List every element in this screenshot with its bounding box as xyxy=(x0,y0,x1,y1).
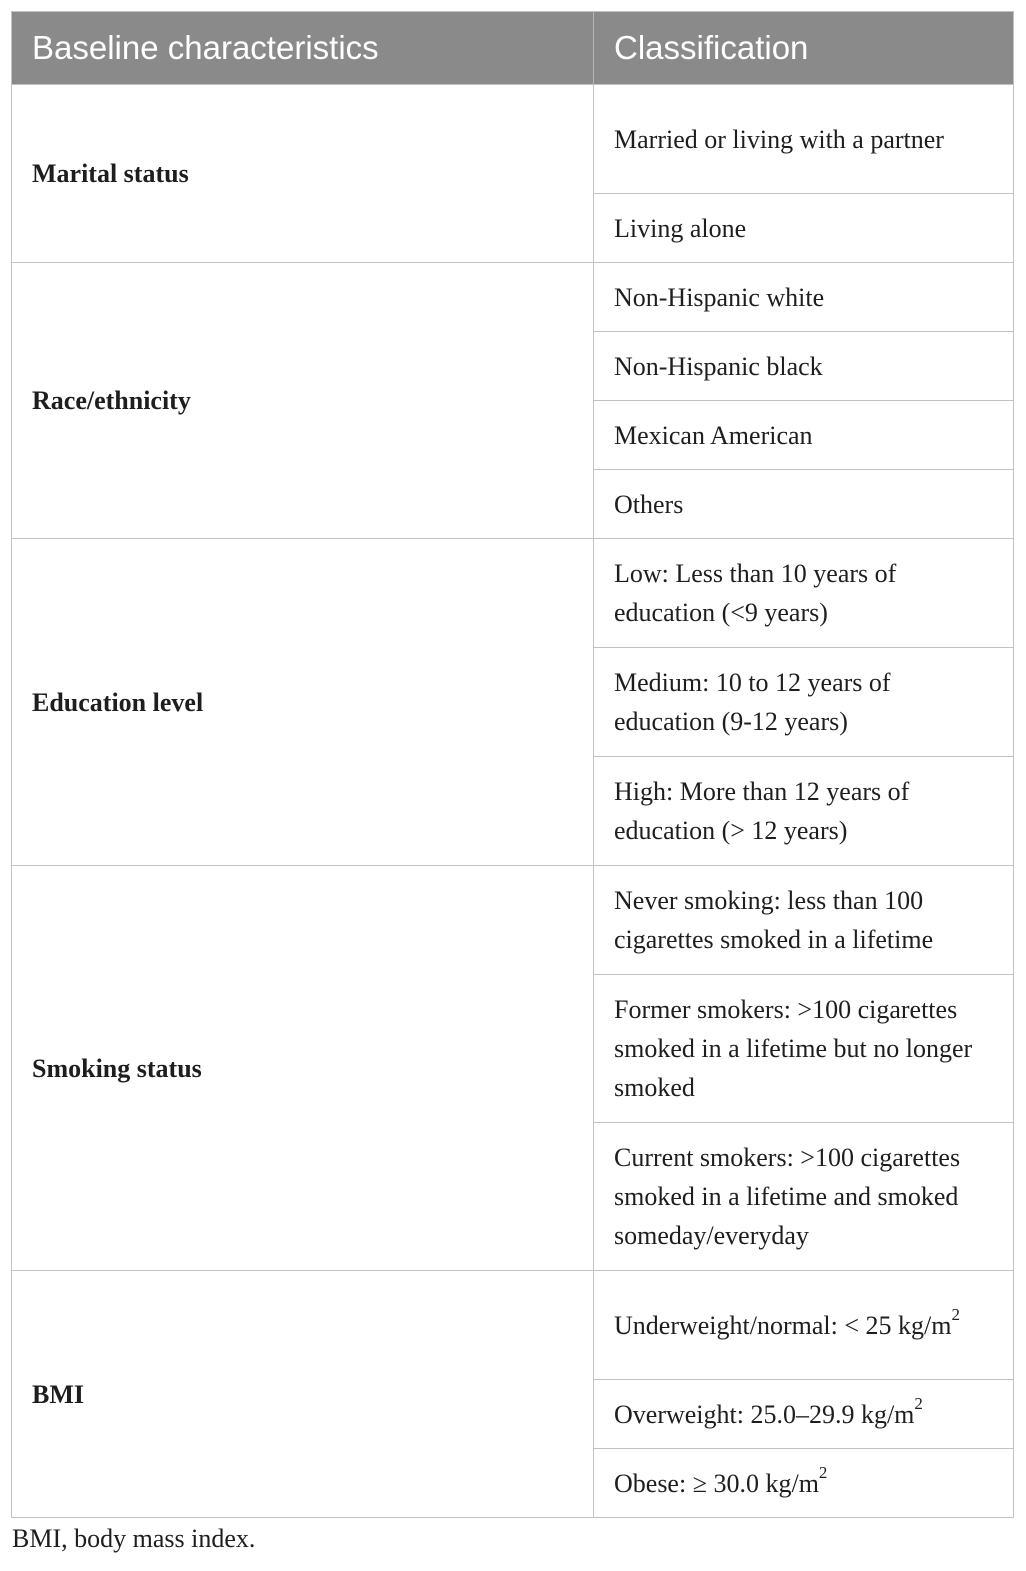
table-footnote: BMI, body mass index. xyxy=(12,1524,256,1553)
group-label-smoking-status: Smoking status xyxy=(12,866,594,1271)
table-row xyxy=(12,539,1014,648)
group-label-education-level: Education level xyxy=(12,539,594,866)
baseline-characteristics-table xyxy=(11,11,1014,1518)
superscript-2: 2 xyxy=(951,1304,960,1324)
classification-cell xyxy=(594,1380,1014,1449)
classification-text: Obese: ≥ 30.0 kg/m xyxy=(614,1468,819,1498)
table-row xyxy=(12,85,1014,194)
table-row xyxy=(12,866,1014,975)
superscript-2: 2 xyxy=(914,1393,923,1413)
classification-cell: Married or living with a partner xyxy=(594,85,1014,194)
classification-cell: Others xyxy=(594,470,1014,539)
classification-cell: Living alone xyxy=(594,194,1014,263)
classification-text: Overweight: 25.0–29.9 kg/m xyxy=(614,1399,915,1429)
classification-text: Underweight/normal: < 25 kg/m xyxy=(614,1310,952,1340)
classification-cell: Low: Less than 10 years of education (<9 years) xyxy=(594,539,1014,648)
group-label-marital-status: Marital status xyxy=(12,85,594,263)
group-label-race-ethnicity: Race/ethnicity xyxy=(12,263,594,539)
classification-cell: Non-Hispanic white xyxy=(594,263,1014,332)
classification-cell: High: More than 12 years of education (> 12 years) xyxy=(594,757,1014,866)
classification-cell xyxy=(594,1449,1014,1518)
superscript-2: 2 xyxy=(818,1462,828,1482)
classification-cell xyxy=(594,1271,1014,1380)
classification-cell: Medium: 10 to 12 years of education (9-12 years) xyxy=(594,648,1014,757)
classification-cell: Mexican American xyxy=(594,401,1014,470)
table-row xyxy=(12,263,1014,332)
classification-cell: Never smoking: less than 100 cigarettes smoked in a lifetime xyxy=(594,866,1014,975)
classification-cell: Current smokers: >100 cigarettes smoked in a lifetime and smoked someday/everyday xyxy=(594,1123,1014,1271)
classification-cell: Non-Hispanic black xyxy=(594,332,1014,401)
table-header-row xyxy=(12,12,1014,85)
characteristics-table-wrapper xyxy=(11,11,1013,1518)
classification-cell: Former smokers: >100 cigarettes smoked in a lifetime but no longer smoked xyxy=(594,975,1014,1123)
header-baseline-characteristics: Baseline characteristics xyxy=(12,12,594,85)
group-label-bmi: BMI xyxy=(12,1271,594,1518)
table-row xyxy=(12,1271,1014,1380)
header-classification: Classification xyxy=(594,12,1014,85)
